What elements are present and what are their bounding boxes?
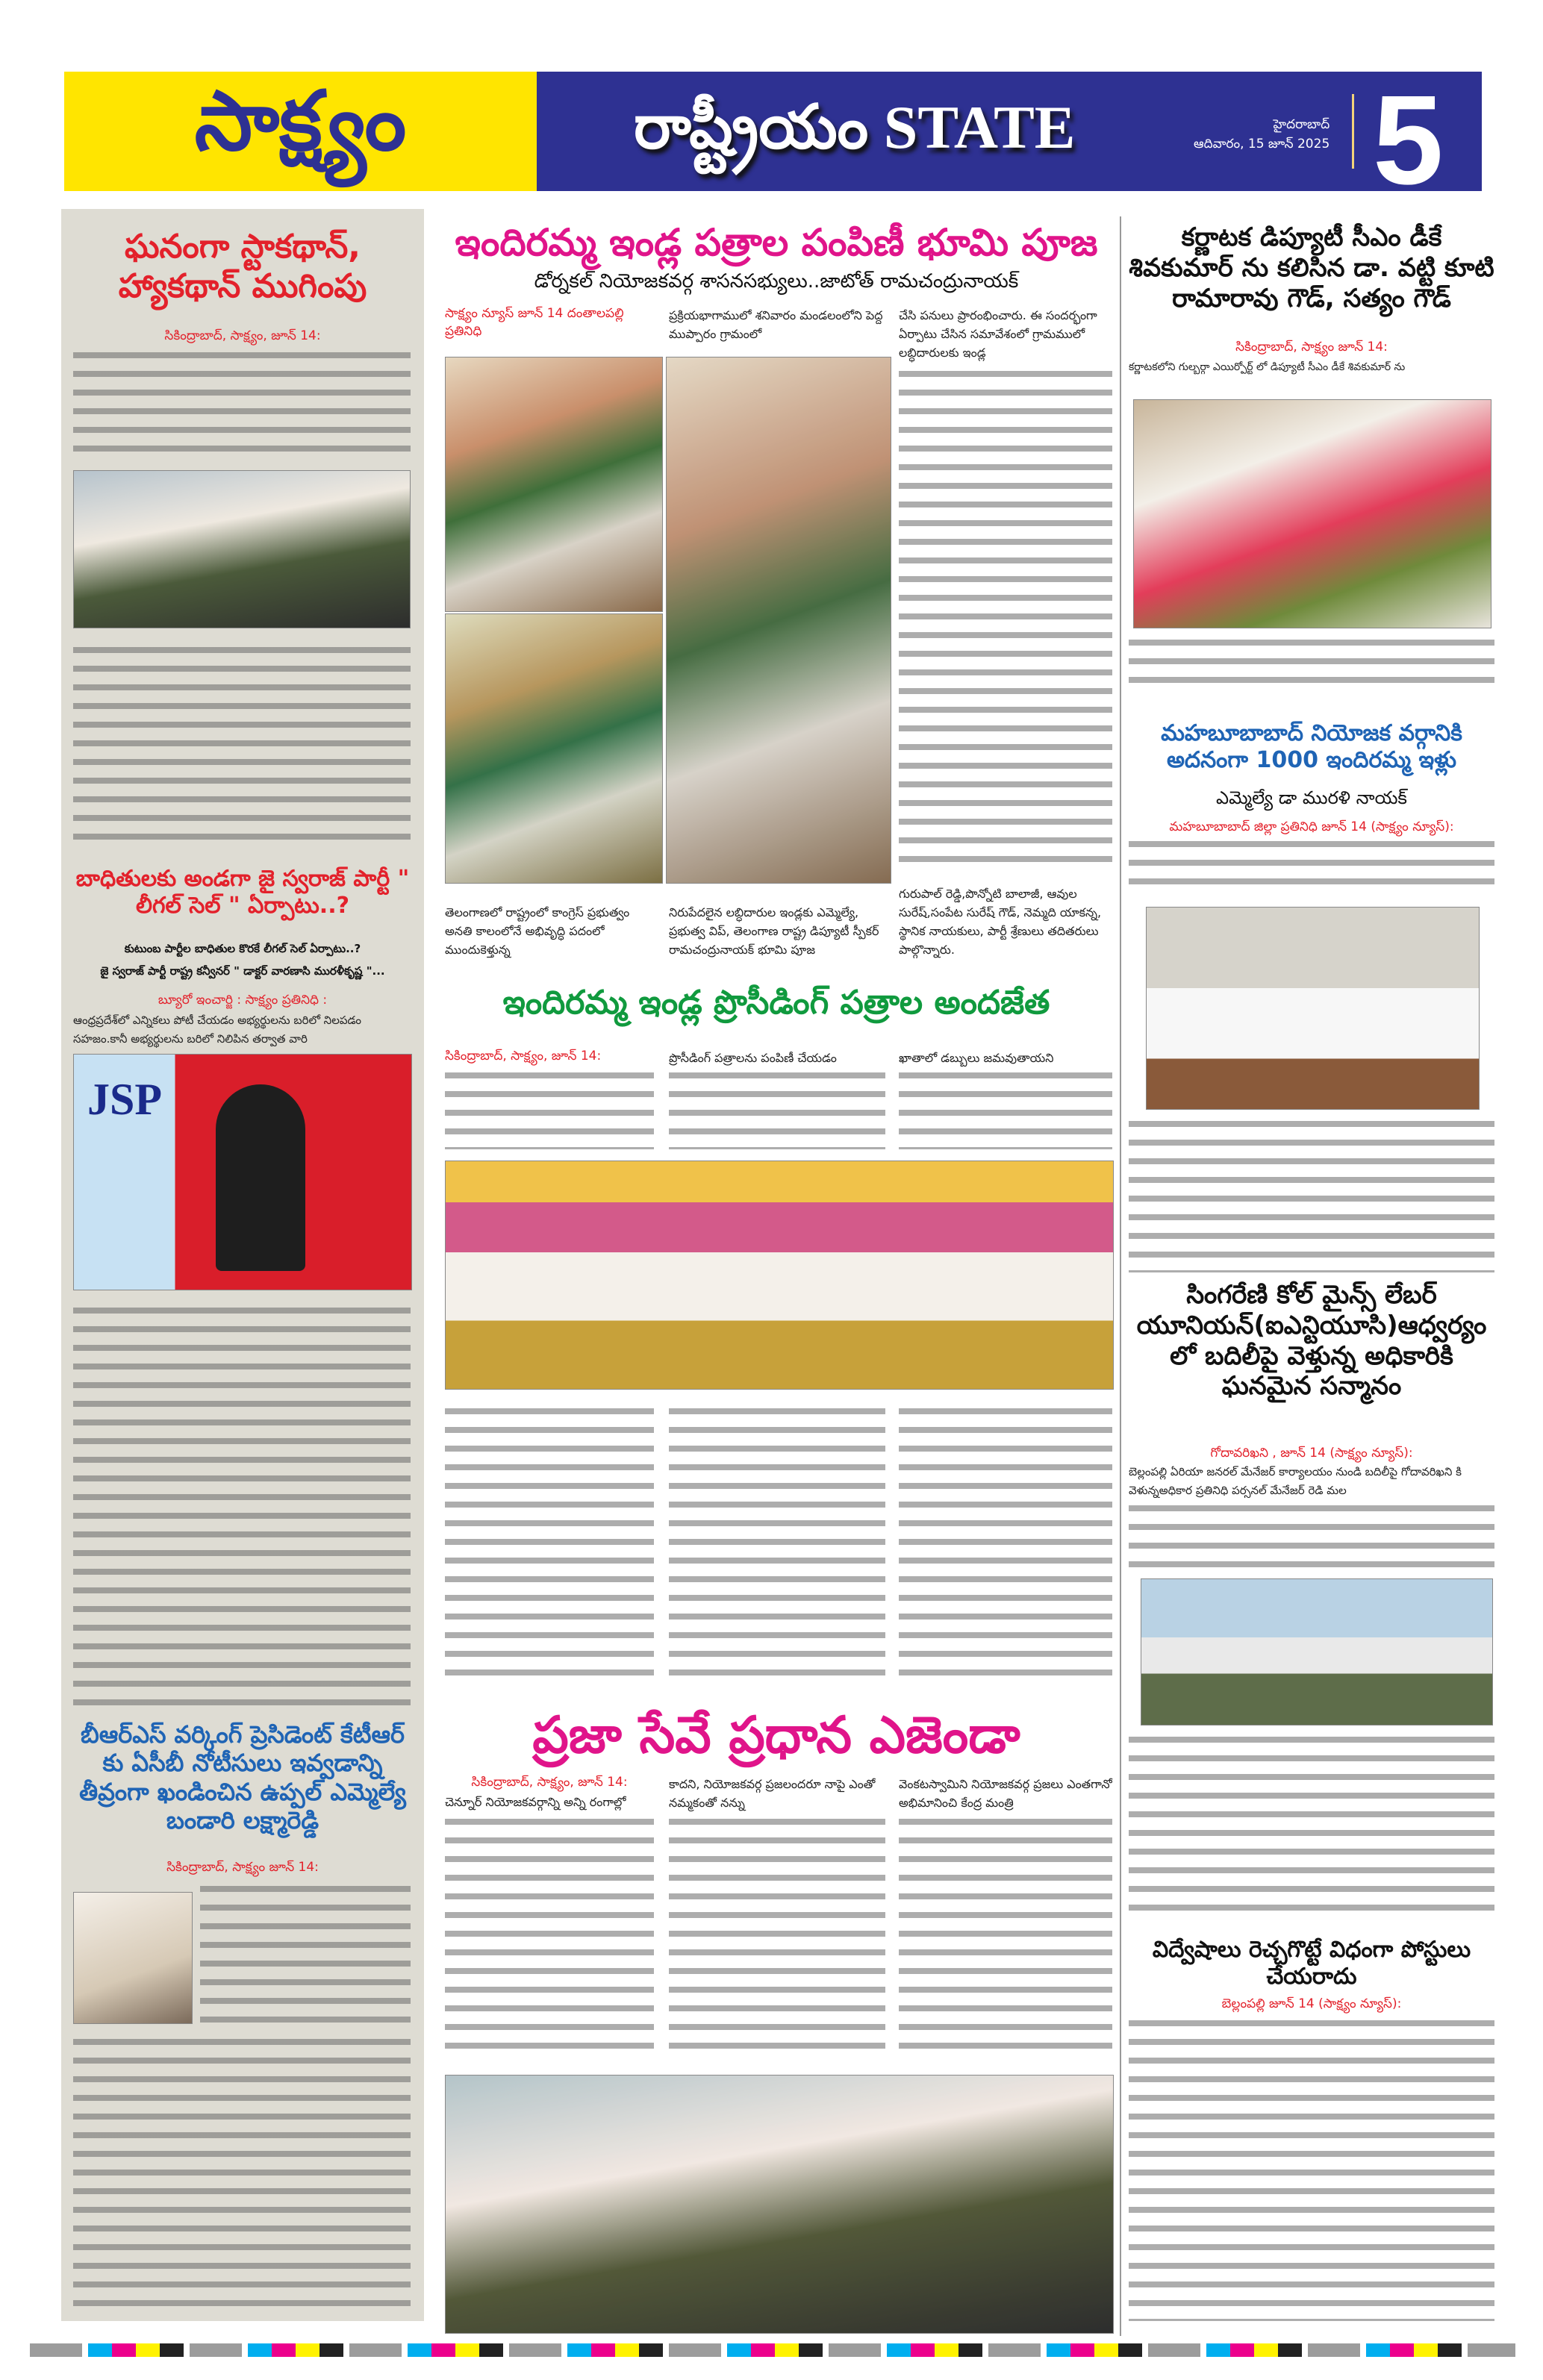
edition-city: హైదరాబాద్	[1273, 117, 1330, 132]
dateline: మహబూబాబాద్ జిల్లా ప్రతినిధి జూన్ 14 (సాక్ష్యం న్యూస్):	[1169, 819, 1454, 834]
headline-hate-posts: విద్వేషాలు రెచ్చగొట్టే విధంగా పోస్టులు చేయరాదు	[1152, 1937, 1471, 1990]
article-text: వెంకటస్వామిని నియోజకవర్గ ప్రజలు ఎంతగానో అభిమానించి కేంద్ర మంత్రి	[899, 1777, 1112, 1810]
photo-union-group	[1141, 1578, 1493, 1725]
column-divider	[1120, 216, 1121, 2336]
subhead: డోర్నకల్ నియోజకవర్గ శాసనసభ్యులు..జాటోత్ రామచంద్రునాయక్	[534, 270, 1019, 293]
dateline: సికింద్రాబాద్, సాక్ష్యం జూన్ 14:	[166, 1860, 319, 1875]
article-text	[899, 1067, 1112, 1149]
article-text	[73, 642, 411, 851]
article-text	[445, 1814, 654, 2060]
article-text	[73, 1302, 411, 1705]
person-figure	[216, 1084, 305, 1271]
article-text: ఖాతాలో డబ్బులు జమవుతాయని	[899, 1051, 1054, 1065]
photo-students-group	[73, 470, 411, 628]
article-text	[73, 347, 411, 459]
article-lead: ఆంధ్రప్రదేశ్‌లో ఎన్నికలు పోటీ చేయడం అభ్యర్థులను బరిలో నిలపడం సహజం.కానీ అభ్యర్థులను బరిలో నిలిపిన తర్వాత వారి	[73, 1013, 361, 1046]
section-banner	[537, 69, 1482, 211]
photo-caption	[1129, 634, 1494, 690]
article-text	[669, 1067, 885, 1149]
photo-bhoomi-pooja-2	[445, 613, 663, 884]
headline-stockathon: ఘనంగా స్టాకథాన్, హ్యాకథాన్ ముగింపు	[118, 228, 367, 305]
dateline: బ్యూరో ఇంచార్జి : సాక్ష్యం ప్రతినిధి :	[158, 993, 328, 1008]
article-text	[899, 1814, 1112, 2060]
dateline: సికింద్రాబాద్, సాక్ష్యం, జూన్ 14:	[164, 328, 321, 343]
article-lead: బెల్లంపల్లి ఏరియా జనరల్ మేనేజర్ కార్యాలయం నుండి బదిలీపై గోదావరిఖని కి వెళున్నఅధికార ప్రతినిధి పర్సనల్ మేనేజర్ రెడి మల	[1129, 1465, 1462, 1497]
headline-praja-seva: ప్రజా సేవే ప్రధాన ఎజెండా	[532, 1706, 1020, 1765]
section-title: రాష్ట్రీయం STATE	[634, 93, 1076, 161]
headline-ktr-acb: బీఆర్ఎస్ వర్కింగ్ ప్రెసిడెంట్ కేటీఆర్ కు ఏసీబీ నోటీసులు ఇవ్వడాన్ని తీవ్రంగా ఖండించిన ఉప్పల్ ఎమ్మెల్యే బండారి లక్ష్మారెడ్డి	[79, 1720, 406, 1835]
article-text	[669, 1814, 885, 2060]
newspaper-logo	[64, 72, 537, 191]
article-text	[1129, 836, 1494, 896]
photo-bhoomi-pooja-1	[445, 357, 663, 612]
article-text	[669, 1403, 885, 1687]
article-text: తెలంగాణలో రాష్ట్రంలో కాంగ్రెస్ ప్రభుత్వం అనతి కాలంలోనే అభివృద్ధి పదంలో ముందుకెళ్తున్న	[445, 905, 630, 957]
headline-dk-shivakumar: కర్ణాటక డిప్యూటీ సీఎం డీకే శివకుమార్ ను కలిసిన డా. వట్టి కూటి రామారావు గౌడ్, సత్యం గౌడ్	[1129, 222, 1494, 313]
photo-jsp-leader	[73, 1054, 412, 1290]
headline-proceeding-letters: ఇందిరమ్మ ఇండ్ల ప్రొసీడింగ్ పత్రాల అందజేత	[502, 984, 1050, 1022]
article-text: ప్రక్రియభాగాములో శనివారం మండలంలోని పెద్ద ముప్పారం గ్రామంలో	[669, 308, 883, 341]
article-text	[1129, 1500, 1494, 1571]
headline-singareni-farewell: సింగరేణి కోల్ మైన్స్ లేబర్ యూనియన్(ఐఎన్టియూసి)ఆధ్వర్యం లో బదిలీపై వెళ్తున్న అధికారికి ఘనమైన సన్మానం	[1136, 1280, 1487, 1402]
headline-indiramma-bhoomi-pooja: ఇందిరమ్మ ఇండ్ల పత్రాల పంపిణీ భూమి పూజ	[455, 221, 1098, 264]
article-text: నిరుపేదలైన లబ్ధిదారుల ఇండ్లకు ఎమ్మెల్యే, ప్రభుత్వ విప్, తెలంగాణ రాష్ట్ర డిప్యూటీ స్పీకర్ రామచంద్రునాయక్ భూమి పూజ	[669, 905, 879, 957]
dateline: సికింద్రాబాద్, సాక్ష్యం, జూన్ 14:	[445, 1049, 602, 1063]
photo-bouquet-meeting	[1133, 399, 1491, 628]
article-text	[1129, 1731, 1494, 1918]
photo-mla-document	[1146, 907, 1480, 1110]
article-text	[1129, 1116, 1494, 1272]
article-lead: కర్ణాటకలోని గుల్బర్గా ఎయిర్పోర్ట్ లో డిప్యూటీ సీఎం డీకే శివకుమార్ ను	[1129, 361, 1406, 373]
dateline: సికింద్రాబాద్, సాక్ష్యం, జూన్ 14:	[471, 1775, 628, 1790]
dateline: గోదావరిఖని , జూన్ 14 (సాక్ష్యం న్యూస్):	[1210, 1446, 1413, 1461]
dateline: బెల్లంపల్లి జూన్ 14 (సాక్ష్యం న్యూస్):	[1221, 1996, 1402, 2011]
article-text: ప్రొసీడింగ్ పత్రాలను పంపిణీ చేయడం	[669, 1051, 837, 1065]
jsp-logo-letters: JSP	[87, 1075, 163, 1124]
edition-date: ఆదివారం, 15 జూన్ 2025	[1194, 137, 1330, 152]
article-text: గురుపాల్ రెడ్డి,పొన్నోటి బాలాజీ, ఆవుల సురేష్,సంపేట సురేష్ గౌడ్, నెమ్మది యాకన్న, స్థానిక నాయకులు, పార్టీ శ్రేణులు తదితరులు పాల్గొన్నారు.	[899, 887, 1102, 957]
photo-mla-portrait	[73, 1892, 193, 2024]
headline-legal-cell: బాధితులకు అండగా జై స్వరాజ్ పార్టీ " లీగల్ సెల్ " ఏర్పాటు..?	[75, 866, 410, 919]
header-divider	[1352, 94, 1354, 169]
dateline: సాక్ష్యం న్యూస్ జూన్ 14 దంతాలపల్లి ప్రతినిధి	[445, 306, 624, 339]
logo-text: సాక్ష్యం	[194, 73, 407, 169]
photo-public-meeting	[445, 2075, 1114, 2334]
subhead: జై స్వరాజ్ పార్టీ రాష్ట్ర కన్వీనర్ " డాక్టర్ వారణాసి మురళీకృష్ణ "...	[100, 964, 385, 978]
article-text	[1129, 2015, 1494, 2321]
article-text	[445, 1067, 654, 1149]
photo-bhoomi-pooja-3	[666, 357, 891, 884]
article-text: చెన్నూర్ నియోజకవర్గాన్ని అన్ని రంగాల్లో	[445, 1795, 626, 1809]
subhead: కుటుంబ పార్టీల బాధితుల కొరకే లీగల్ సెల్ ఏర్పాటు..?	[124, 942, 361, 955]
page-number: 5	[1373, 69, 1444, 211]
edition-info	[1194, 115, 1330, 154]
article-text: కాదని, నియోజకవర్గ ప్రజలందరూ నాపై ఎంతో నమ్మకంతో నన్ను	[669, 1777, 876, 1810]
print-color-bar	[30, 2343, 1515, 2357]
article-text: చేసి పనులు ప్రారంభించారు. ఈ సందర్భంగా ఏర్పాటు చేసిన సమావేశంలో గ్రామములో లబ్ధిదారులకు ఇండ్ల	[899, 308, 1097, 360]
article-text	[73, 2034, 411, 2310]
photo-proceeding-distribution	[445, 1161, 1114, 1390]
subhead: ఎమ్మెల్యే డా మురళి నాయక్	[1216, 787, 1407, 808]
article-text	[200, 1881, 411, 2030]
article-text	[445, 1403, 654, 1687]
article-text	[899, 366, 1112, 873]
headline-mahabubabad-houses: మహబూబాబాద్ నియోజక వర్గానికి అదనంగా 1000 ఇందిరమ్మ ఇళ్లు	[1161, 720, 1462, 773]
dateline: సికింద్రాబాద్, సాక్ష్యం జూన్ 14:	[1235, 340, 1388, 354]
article-text	[899, 1403, 1112, 1687]
